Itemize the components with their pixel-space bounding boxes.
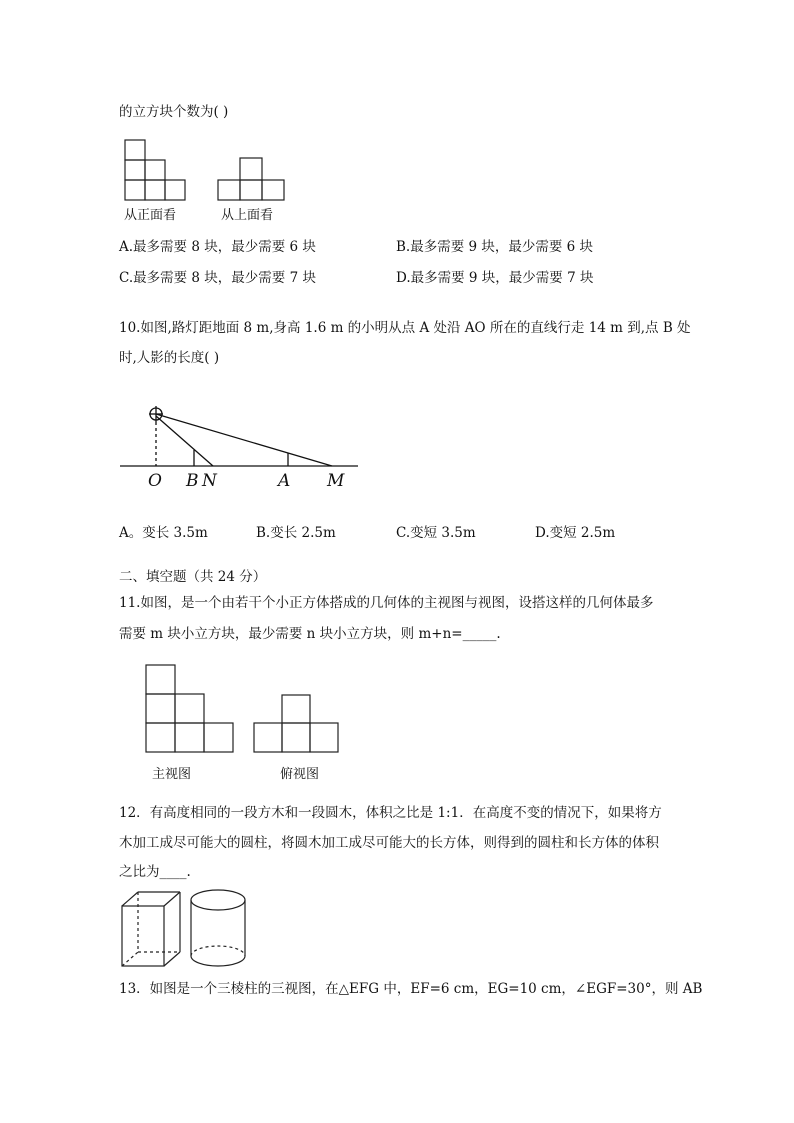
q9-front-caption: 从正面看	[124, 208, 177, 223]
q11-front-caption: 主视图	[152, 767, 192, 782]
label-b: B	[186, 471, 199, 491]
label-a: A	[278, 471, 291, 491]
q12-stem-line3: 之比为____.	[119, 864, 191, 880]
light-ray-bn	[156, 416, 213, 466]
q10-stem-line1: 10.如图,路灯距地面 8 m,身高 1.6 m 的小明从点 A 处沿 AO 所在的直线行走 14 m 到,点 B 处	[119, 320, 691, 336]
q9-option-b: B.最多需要 9 块，最少需要 6 块	[396, 239, 594, 255]
q9-top-view-figure	[214, 154, 288, 204]
q9-top-caption: 从上面看	[221, 208, 274, 223]
cylinder-figure	[191, 890, 245, 966]
q11-stem-line1: 11.如图，是一个由若干个小正方体搭成的几何体的主视图与视图，设搭这样的几何体最多	[119, 595, 654, 611]
q10-option-a: A。变长 3.5m	[119, 525, 208, 541]
q10-option-b: B.变长 2.5m	[256, 525, 336, 541]
q12-stem-line2: 木加工成尽可能大的圆柱，将圆木加工成尽可能大的长方体，则得到的圆柱和长方体的体积	[119, 835, 659, 851]
q10-streetlight-figure	[118, 398, 368, 493]
q11-top-view-figure	[248, 690, 344, 756]
q12-stem-line1: 12．有高度相同的一段方木和一段圆木，体积之比是 1:1．在高度不变的情况下，如果将方	[119, 805, 662, 821]
q9-option-c: C.最多需要 8 块，最少需要 7 块	[119, 270, 316, 286]
q12-solids-figure	[116, 886, 256, 972]
q10-option-d: D.变短 2.5m	[535, 525, 616, 541]
q9-option-d: D.最多需要 9 块，最少需要 7 块	[396, 270, 594, 286]
cuboid-figure	[122, 892, 180, 966]
label-n: N	[202, 471, 217, 491]
label-o: O	[148, 471, 162, 491]
q9-stem-tail: 的立方块个数为( )	[119, 104, 229, 120]
q13-stem-line1: 13．如图是一个三棱柱的三视图，在△EFG 中，EF=6 cm，EG=10 cm，∠EGF=30°，则 AB	[119, 981, 703, 997]
q10-stem-line2: 时,人影的长度( )	[119, 350, 220, 366]
q10-option-c: C.变短 3.5m	[396, 525, 476, 541]
q9-front-view-figure	[120, 136, 190, 204]
q11-stem-line2: 需要 m 块小立方块，最少需要 n 块小立方块，则 m+n=_____.	[119, 626, 501, 642]
q11-top-caption: 俯视图	[280, 767, 320, 782]
section-title: 二、填空题（共 24 分）	[119, 569, 267, 585]
q11-front-view-figure	[140, 660, 240, 756]
label-m: M	[327, 471, 345, 491]
q9-option-a: A.最多需要 8 块，最少需要 6 块	[119, 239, 316, 255]
